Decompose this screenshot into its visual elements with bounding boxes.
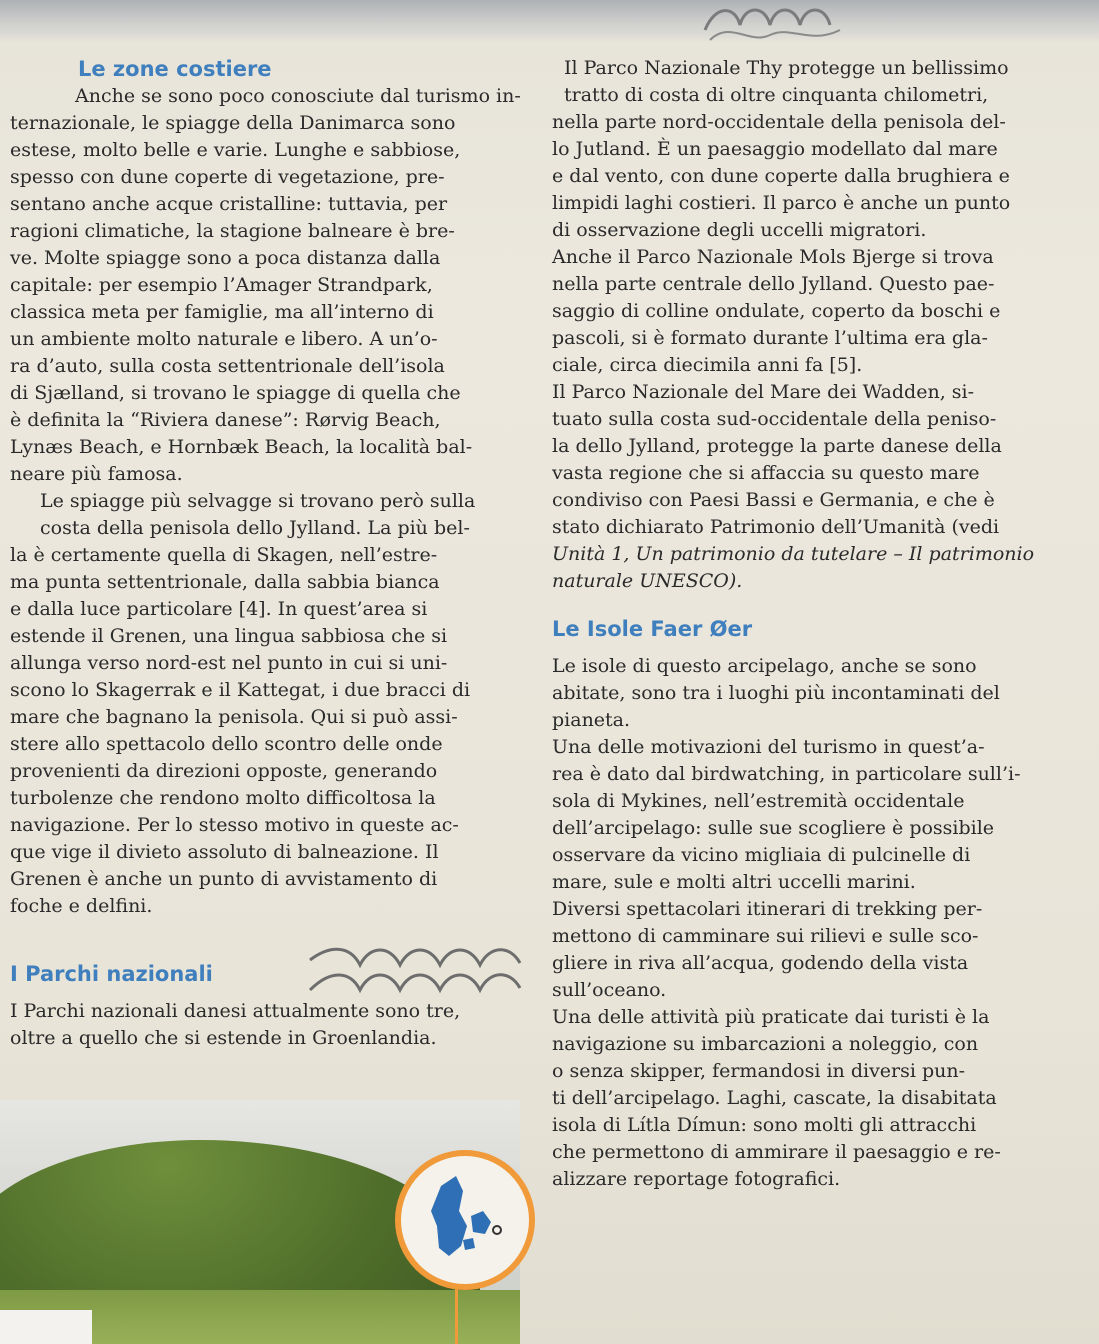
page-top-shadow [0, 0, 1099, 42]
line: ciale, circa diecimila anni fa [5]. [552, 354, 863, 376]
line: foche e delfini. [10, 895, 153, 917]
line: classica meta per famiglie, ma all’interno di [10, 301, 434, 323]
line: stato dichiarato Patrimonio dell’Umanità (vedi [552, 516, 1000, 538]
line: naturale UNESCO). [552, 570, 743, 592]
line: un ambiente molto naturale e libero. A un’o- [10, 328, 438, 350]
line: oltre a quello che si estende in Groenlandia. [10, 1027, 437, 1049]
line: mare che bagnano la penisola. Qui si può assi- [10, 706, 458, 728]
left-column [10, 55, 530, 1052]
line: estese, molto belle e varie. Lunghe e sabbiose, [10, 139, 461, 161]
line: è definita la “Riviera danese”: Rørvig Beach, [10, 409, 441, 431]
line: e dal vento, con dune coperte dalla brughiera e [552, 165, 1010, 187]
line: Le isole di questo arcipelago, anche se sono [552, 655, 977, 677]
paragraph-wild-beaches [10, 488, 530, 920]
line: Unità 1, Un patrimonio da tutelare – Il patrimonio [552, 543, 1035, 565]
right-column [552, 55, 1057, 1193]
line: condiviso con Paesi Bassi e Germania, e che è [552, 489, 995, 511]
heading-coastal-zones: Le zone costiere [78, 57, 272, 81]
line: navigazione. Per lo stesso motivo in queste ac- [10, 814, 459, 836]
paragraph-wadden-sea [552, 379, 1057, 595]
line: ragioni climatiche, la stagione balneare è bre- [10, 220, 455, 242]
heading-faroe-islands: Le Isole Faer Øer [552, 617, 753, 641]
line: stere allo spettacolo dello scontro delle onde [10, 733, 443, 755]
line: Le spiagge più selvagge si trovano però sulla [40, 490, 476, 512]
line: Una delle attività più praticate dai turisti è la [552, 1006, 990, 1028]
line: alizzare reportage fotografici. [552, 1168, 841, 1190]
line: Anche se sono poco conosciute dal turismo in- [75, 85, 521, 107]
line: tratto di costa di oltre cinquanta chilometri, [564, 84, 989, 106]
line: o senza skipper, fermandosi in diversi pun- [552, 1060, 966, 1082]
denmark-map-locator [395, 1150, 535, 1290]
line: rea è dato dal birdwatching, in particolare sull’i- [552, 763, 1021, 785]
line: allunga verso nord-est nel punto in cui si uni- [10, 652, 448, 674]
line: nella parte centrale dello Jylland. Questo pae- [552, 273, 995, 295]
sticky-note [0, 1310, 92, 1344]
line: Il Parco Nazionale del Mare dei Wadden, si- [552, 381, 975, 403]
line: saggio di colline ondulate, coperto da boschi e [552, 300, 1001, 322]
line: spesso con dune coperte di vegetazione, pre- [10, 166, 445, 188]
line: abitate, sono tra i luoghi più incontaminati del [552, 682, 1000, 704]
line: scono lo Skagerrak e il Kattegat, i due bracci di [10, 679, 471, 701]
line: ti dell’arcipelago. Laghi, cascate, la disabitata [552, 1087, 997, 1109]
paragraph-birdwatching [552, 734, 1057, 896]
line: ternazionale, le spiagge della Danimarca sono [10, 112, 456, 134]
paragraph-beaches [10, 83, 530, 488]
line: e dalla luce particolare [4]. In quest’area si [10, 598, 428, 620]
line: Una delle motivazioni del turismo in quest’a- [552, 736, 985, 758]
line: pascoli, si è formato durante l’ultima era gla- [552, 327, 988, 349]
line: Lynæs Beach, e Hornbæk Beach, la località bal- [10, 436, 473, 458]
line: I Parchi nazionali danesi attualmente sono tre, [10, 1000, 461, 1022]
paragraph-parks-intro [10, 998, 530, 1052]
heading-national-parks: I Parchi nazionali [10, 962, 213, 986]
paragraph-mols-bjerge [552, 244, 1057, 379]
line: isola di Lítla Dímun: sono molti gli attracchi [552, 1114, 977, 1136]
line: nella parte nord-occidentale della penisola del- [552, 111, 1006, 133]
paragraph-thy-park [552, 55, 1057, 244]
paragraph-boating [552, 1004, 1057, 1193]
line: Anche il Parco Nazionale Mols Bjerge si trova [552, 246, 994, 268]
paragraph-trekking [552, 896, 1057, 1004]
line: ra d’auto, sulla costa settentrionale dell’isola [10, 355, 445, 377]
line: mettono di camminare sui rilievi e sulle sco- [552, 925, 979, 947]
line: osservare da vicino migliaia di pulcinelle di [552, 844, 971, 866]
scribble-top-icon [700, 0, 850, 45]
line: lo Jutland. È un paesaggio modellato dal mare [552, 138, 998, 160]
line: la dello Jylland, protegge la parte danese della [552, 435, 1002, 457]
line: la è certamente quella di Skagen, nell’estre- [10, 544, 438, 566]
line: costa della penisola dello Jylland. La più bel- [40, 517, 470, 539]
line: provenienti da direzioni opposte, generando [10, 760, 438, 782]
line: gliere in riva all’acqua, godendo della vista [552, 952, 969, 974]
line: ma punta settentrionale, dalla sabbia bianca [10, 571, 440, 593]
line: turbolenze che rendono molto difficoltosa la [10, 787, 436, 809]
line: Il Parco Nazionale Thy protegge un bellissimo [564, 57, 1009, 79]
line: mare, sule e molti altri uccelli marini. [552, 871, 916, 893]
line: tuato sulla costa sud-occidentale della peniso- [552, 408, 997, 430]
line: ve. Molte spiagge sono a poca distanza dalla [10, 247, 441, 269]
line: pianeta. [552, 709, 631, 731]
line: che permettono di ammirare il paesaggio e re- [552, 1141, 1001, 1163]
paragraph-archipelago [552, 653, 1057, 734]
line: dell’arcipelago: sulle sue scogliere è possibile [552, 817, 995, 839]
line: Diversi spettacolari itinerari di trekking per- [552, 898, 983, 920]
line: navigazione su imbarcazioni a noleggio, con [552, 1033, 979, 1055]
line: Grenen è anche un punto di avvistamento di [10, 868, 438, 890]
line: limpidi laghi costieri. Il parco è anche un punto [552, 192, 1011, 214]
line: sull’oceano. [552, 979, 667, 1001]
line: que vige il divieto assoluto di balneazione. Il [10, 841, 439, 863]
map-pointer-line [455, 1284, 458, 1344]
line: capitale: per esempio l’Amager Strandpark, [10, 274, 433, 296]
line: di Sjælland, si trovano le spiagge di quella che [10, 382, 461, 404]
line: sentano anche acque cristalline: tuttavia, per [10, 193, 448, 215]
line: vasta regione che si affaccia su questo mare [552, 462, 980, 484]
line: neare più famosa. [10, 463, 183, 485]
line: sola di Mykines, nell’estremità occidentale [552, 790, 965, 812]
line: di osservazione degli uccelli migratori. [552, 219, 927, 241]
line: estende il Grenen, una lingua sabbiosa che si [10, 625, 448, 647]
denmark-map-icon [401, 1156, 529, 1284]
